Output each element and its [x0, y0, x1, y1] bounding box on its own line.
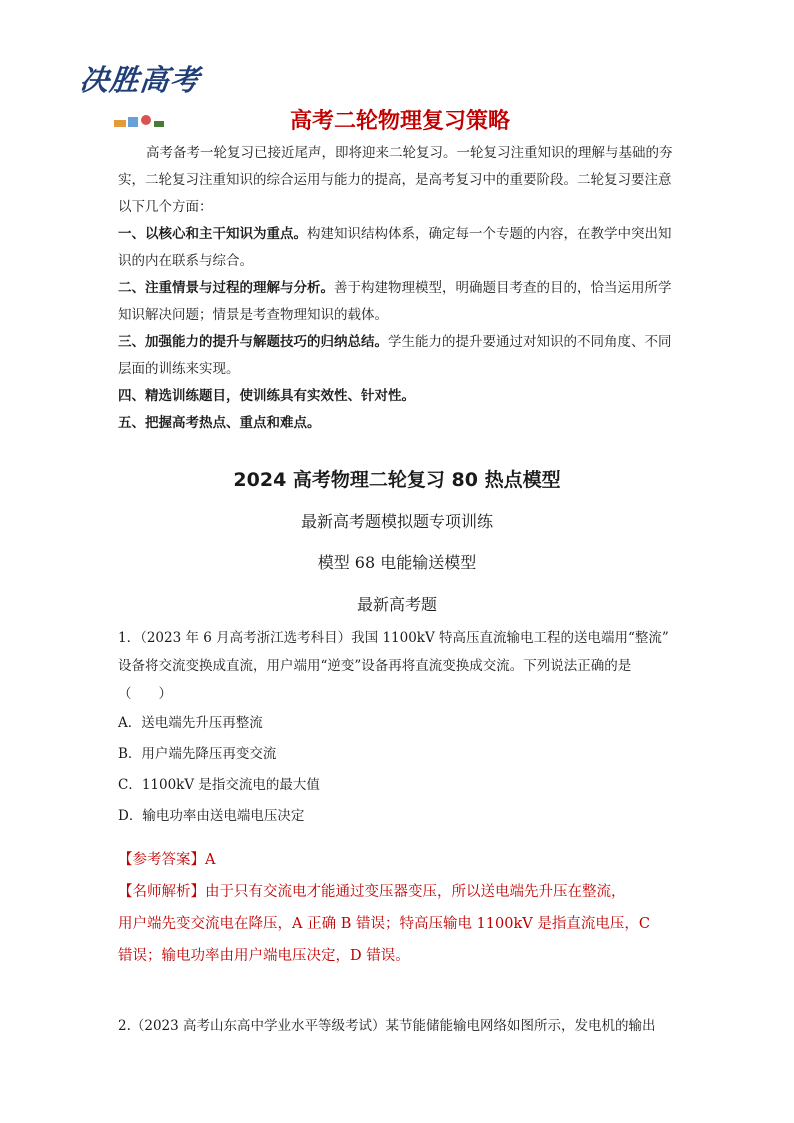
question-stem: （ ）: [118, 686, 172, 702]
option-c: C．1100kV 是指交流电的最大值: [118, 777, 320, 793]
question-stem: 设备将交流变换成直流，用户端用“逆变”设备再将直流变换成交流。下列说法正确的是: [118, 658, 632, 674]
option-d: D．输电功率由送电端电压决定: [118, 808, 305, 824]
intro-paragraph: 高考备考一轮复习已接近尾声，即将迎来二轮复习。一轮复习注重知识的理解与基础的夯实，二轮复习注重知识的综合运用与能力的提高，是高考复习中的重要阶段。二轮复习要注意以下几个方面：: [118, 145, 673, 215]
analysis-line: 【名师解析】由于只有交流电才能通过变压器变压，所以送电端先升压在整流，: [118, 884, 626, 900]
section-heading: 最新高考题: [356, 595, 437, 614]
intro-point-3: 三、加强能力的提升与解题技巧的归纳总结。学生能力的提升要通过对知识的不同角度、不同层面的训练来实现。: [118, 334, 672, 377]
option-a: A．送电端先升压再整流: [118, 715, 263, 731]
analysis-line: 错误；输电功率由用户端电压决定，D 错误。: [118, 948, 410, 964]
intro-point-5: 五、把握高考热点、重点和难点。: [118, 415, 321, 431]
reference-answer: 【参考答案】A: [118, 852, 216, 868]
model-title: 模型 68 电能输送模型: [317, 553, 477, 572]
question-stem: 1．（2023 年 6 月高考浙江选考科目）我国 1100kV 特高压直流输电工程的送电端用“整流”: [118, 630, 669, 646]
question-stem: 2.（2023 高考山东高中学业水平等级考试）某节能储能输电网络如图所示，发电机的输出: [118, 1017, 656, 1034]
section-subtitle: 最新高考题模拟题专项训练: [300, 512, 493, 531]
analysis-line: 用户端先变交流电在降压，A 正确 B 错误；特高压输电 1100kV 是指直流电压，C: [118, 916, 650, 932]
question-1: [118, 624, 678, 832]
intro-point-4: 四、精选训练题目，使训练具有实效性、针对性。: [118, 388, 415, 404]
option-b: B．用户端先降压再变交流: [118, 746, 277, 762]
intro-point-2: 二、注重情景与过程的理解与分析。善于构建物理模型，明确题目考查的目的，恰当运用所学知识解决问题；情景是考查物理知识的载体。: [118, 280, 672, 323]
answer-section: [118, 844, 683, 972]
intro-section: [118, 140, 678, 437]
section-title: 2024 高考物理二轮复习 80 热点模型: [233, 469, 561, 491]
question-2: [118, 998, 678, 1053]
intro-point-1: 一、以核心和主干知识为重点。构建知识结构体系，确定每一个专题的内容，在教学中突出知识的内在联系与综合。: [118, 226, 672, 269]
logo-text: 决胜高考: [78, 63, 202, 97]
page-title: 高考二轮物理复习策略: [289, 109, 510, 134]
